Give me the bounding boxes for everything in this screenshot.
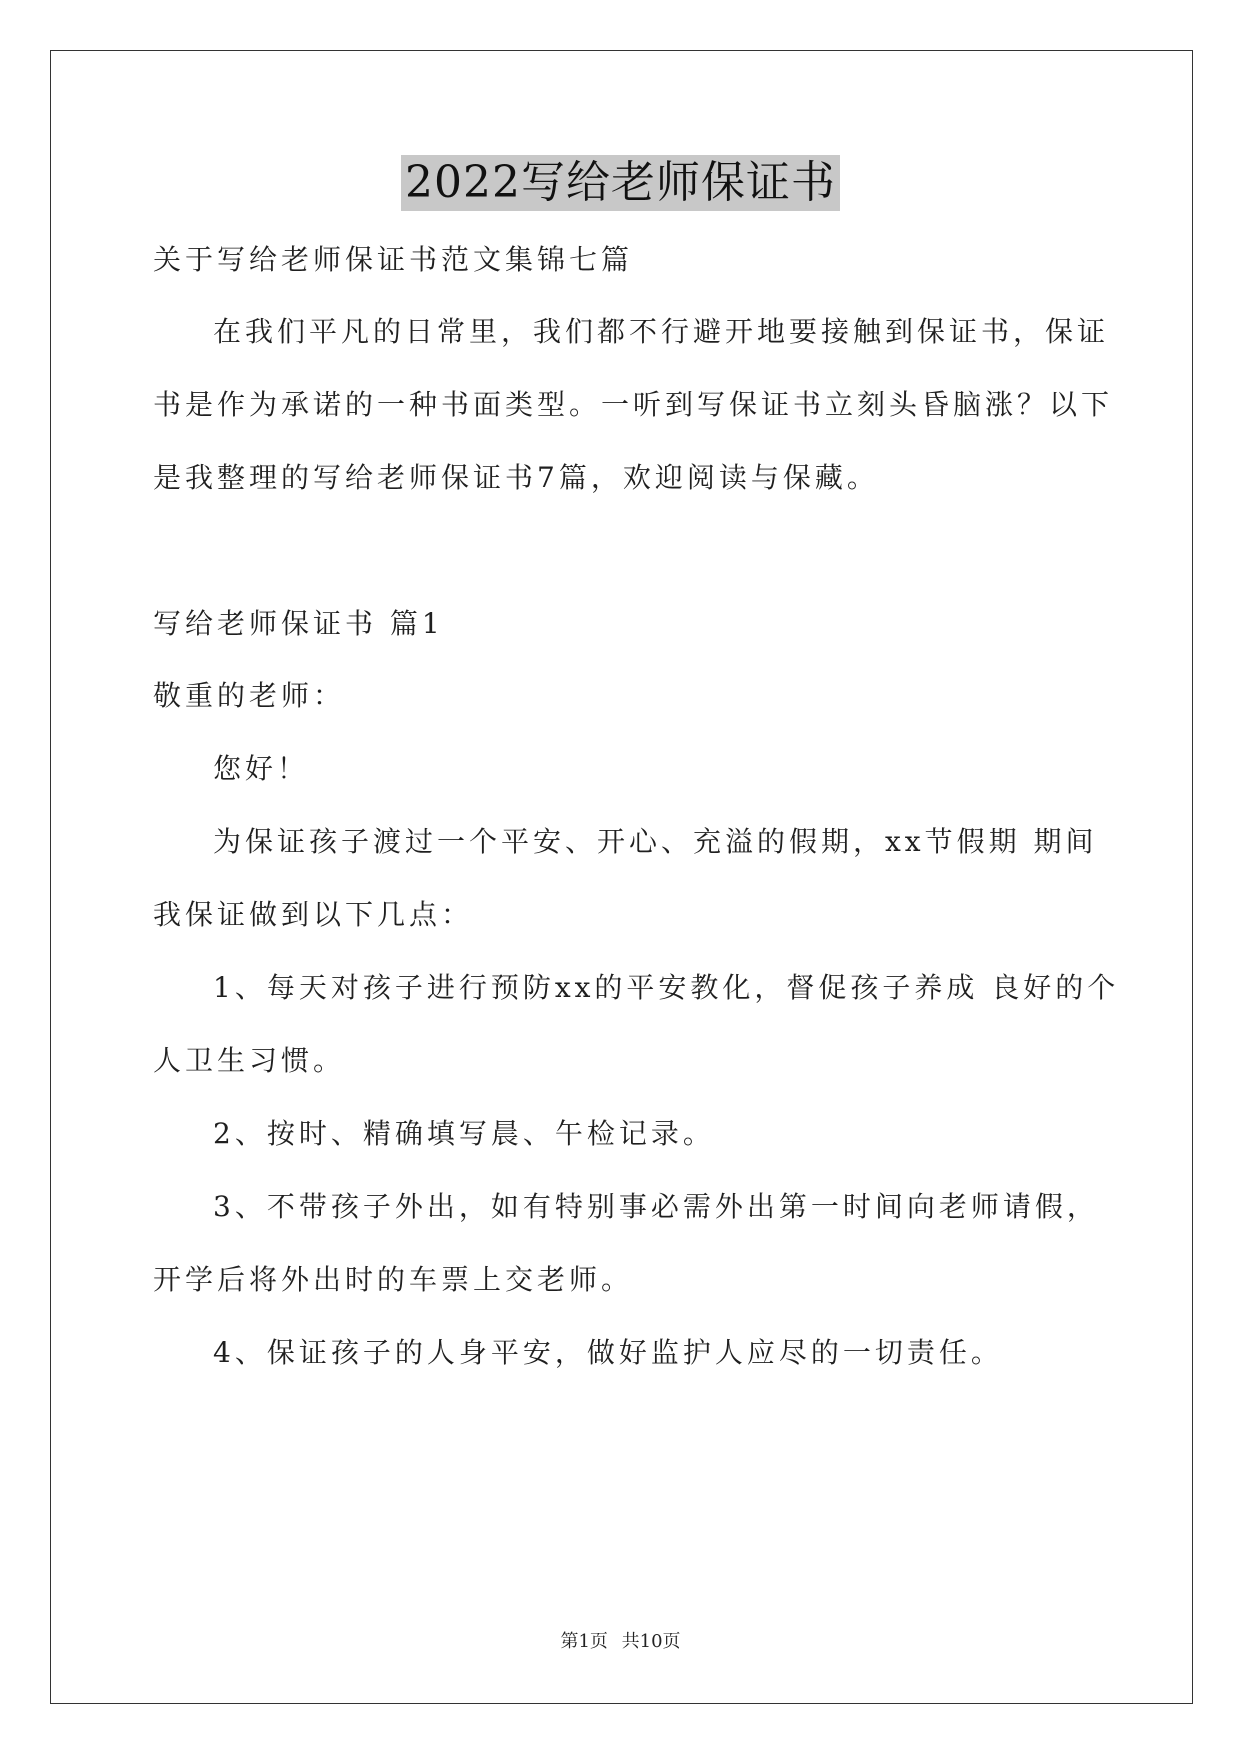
body-line: 3、不带孩子外出，如有特别事必需外出第一时间向老师请假， — [213, 1190, 1099, 1223]
title-container — [0, 155, 1241, 211]
body-line: 人卫生习惯。 — [153, 1044, 346, 1077]
body-line: 开学后将外出时的车票上交老师。 — [153, 1263, 634, 1296]
salutation: 敬重的老师： — [153, 679, 346, 712]
page-border — [50, 50, 1193, 1704]
body-line: 为保证孩子渡过一个平安、开心、充溢的假期，xx节假期 期间 — [213, 825, 1098, 858]
section-heading: 写给老师保证书 篇1 — [153, 607, 444, 640]
document-title: 2022写给老师保证书 — [401, 155, 840, 211]
body-line: 1、每天对孩子进行预防xx的平安教化，督促孩子养成 良好的个 — [213, 971, 1120, 1004]
intro-line: 书是作为承诺的一种书面类型。一听到写保证书立刻头昏脑涨？以下 — [153, 388, 1114, 421]
body-line: 我保证做到以下几点： — [153, 898, 474, 931]
body-line: 4、保证孩子的人身平安，做好监护人应尽的一切责任。 — [213, 1336, 1003, 1369]
intro-line: 是我整理的写给老师保证书7篇，欢迎阅读与保藏。 — [153, 461, 879, 494]
page-number-footer: 第1页 共10页 — [560, 1631, 681, 1652]
greeting: 您好！ — [213, 752, 310, 785]
document-subtitle: 关于写给老师保证书范文集锦七篇 — [153, 243, 634, 276]
body-line: 2、按时、精确填写晨、午检记录。 — [213, 1117, 715, 1150]
intro-line: 在我们平凡的日常里，我们都不行避开地要接触到保证书，保证 — [213, 315, 1110, 348]
